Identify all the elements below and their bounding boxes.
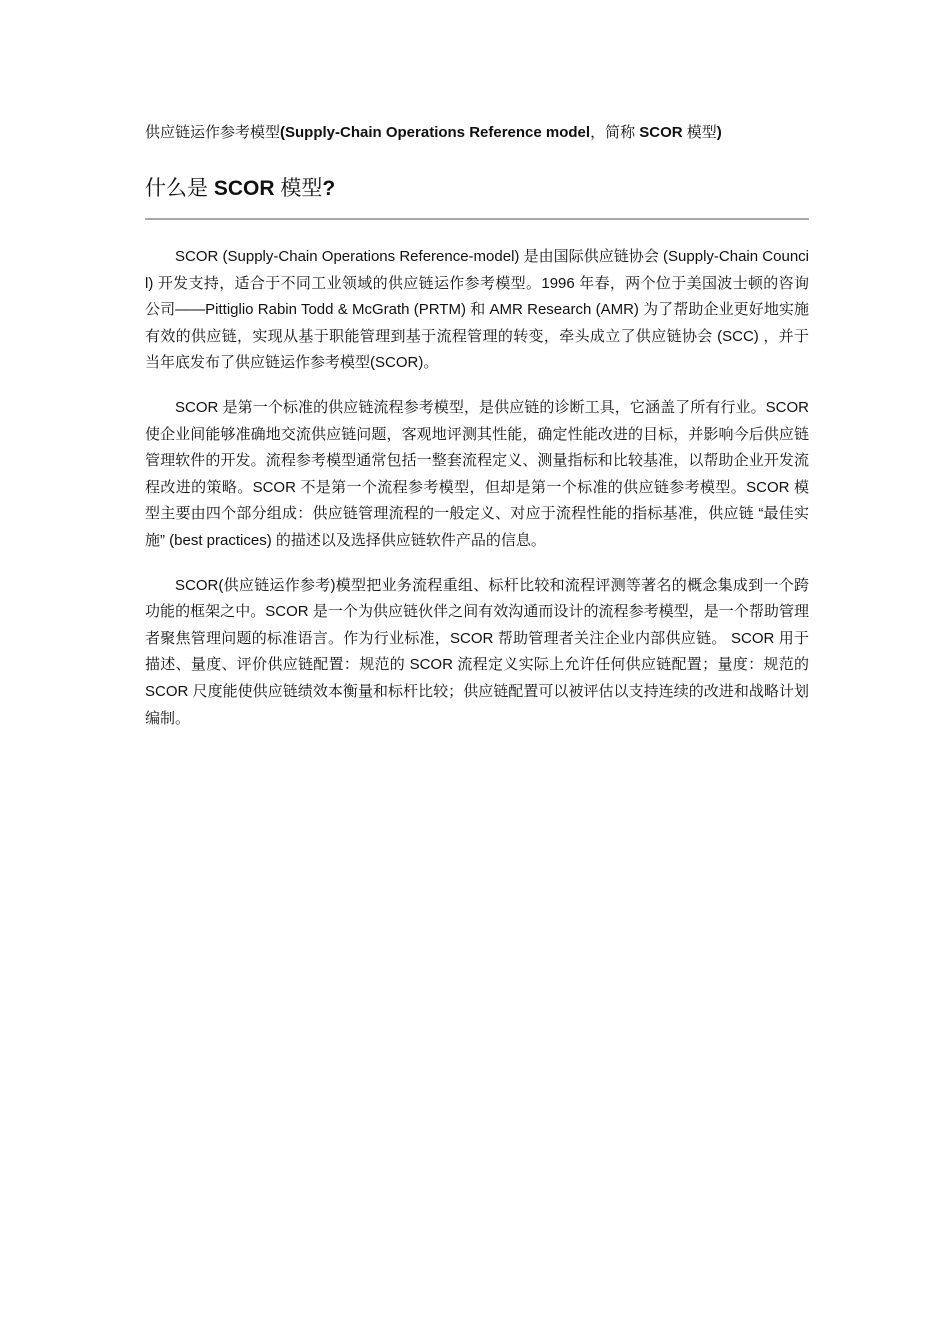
subtitle-model: 模型 xyxy=(682,124,717,141)
heading-divider xyxy=(145,218,809,220)
document-body xyxy=(145,244,809,732)
heading-question: ? xyxy=(322,177,336,200)
heading-prefix: 什么是 xyxy=(145,177,214,200)
subtitle-english-name: (Supply-Chain Operations Reference model xyxy=(280,124,591,141)
paragraph-2: SCOR 是第一个标准的供应链流程参考模型，是供应链的诊断工具，它涵盖了所有行业。SCOR 使企业间能够准确地交流供应链问题，客观地评测其性能，确定性能改进的目标，并影响今后供应链管理软件的开发。流程参考模型通常包括一整套流程定义、测量指标和比较基准，以帮助企业开发流程改进的策略。SCOR 不是第一个流程参考模型，但却是第一个标准的供应链参考模型。SCOR 模型主要由四个部分组成：供应链管理流程的一般定义、对应于流程性能的指标基准，供应链 “最佳实施” (best practices) 的描述以及选择供应链软件产品的信息。 xyxy=(145,398,809,549)
subtitle-scor: SCOR xyxy=(639,124,683,141)
paragraph-1: SCOR (Supply-Chain Operations Reference-model) 是由国际供应链协会 (Supply-Chain Council) 开发支持，适合于不同工业领域的供应链运作参考模型。1996 年春，两个位于美国波士顿的咨询公司——Pittiglio Rabin Todd & McGrath (PRTM) 和 AMR Research (AMR) 为了帮助企业更好地实施有效的供应链，实现从基于职能管理到基于流程管理的转变，牵头成立了供应链协会 (SCC) ，并于当年底发布了供应链运作参考模型(SCOR)。 xyxy=(145,248,809,372)
subtitle-prefix: 供应链运作参考模型 xyxy=(145,124,281,141)
paragraph-3: SCOR(供应链运作参考)模型把业务流程重组、标杆比较和流程评测等著名的概念集成到一个跨功能的框架之中。SCOR 是一个为供应链伙伴之间有效沟通而设计的流程参考模型，是一个帮助管理者聚焦管理问题的标准语言。作为行业标准，SCOR 帮助管理者关注企业内部供应链。 SCOR 用于描述、量度、评价供应链配置：规范的 SCOR 流程定义实际上允许任何供应链配置；量度：规范的 SCOR 尺度能使供应链绩效本衡量和标杆比较；供应链配置可以被评估以支持连续的改进和战略计划编制。 xyxy=(145,576,809,727)
subtitle-close: ) xyxy=(716,124,722,141)
heading-scor: SCOR xyxy=(213,177,275,200)
document-content xyxy=(145,122,809,750)
section-heading xyxy=(145,174,809,204)
subtitle-middle: ，简称 xyxy=(590,124,640,141)
heading-middle: 模型 xyxy=(274,177,323,200)
document-subtitle xyxy=(145,122,809,144)
